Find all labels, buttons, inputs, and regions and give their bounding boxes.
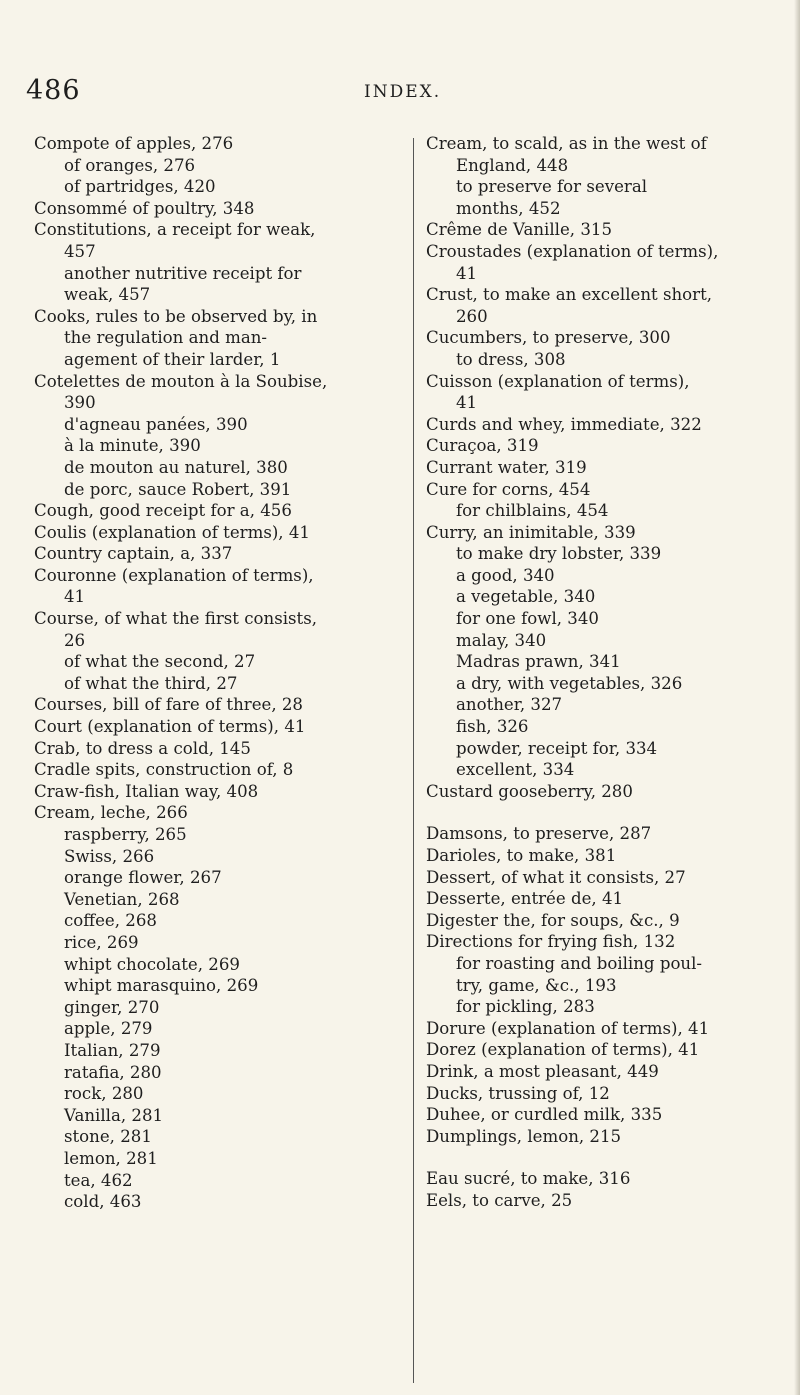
index-entry: Cream, leche, 266 (34, 803, 188, 823)
index-entry: ratafia, 280 (64, 1062, 162, 1082)
index-entry: Italian, 279 (64, 1040, 161, 1060)
index-entry: malay, 340 (456, 630, 547, 650)
index-entry: 41 (64, 587, 86, 607)
index-entry: Darioles, to make, 381 (426, 846, 617, 865)
index-entry: fish, 326 (456, 717, 529, 737)
index-entry: d'agneau panées, 390 (64, 414, 248, 434)
index-entry: another nutritive receipt for (64, 263, 302, 283)
index-entry: for chilblains, 454 (456, 501, 609, 521)
index-entry: rock, 280 (64, 1084, 144, 1104)
index-entry: 41 (456, 263, 478, 283)
index-entry: à la minute, 390 (64, 436, 201, 456)
index-entry: 457 (64, 241, 96, 261)
index-entry: Croustades (explanation of terms), (426, 241, 719, 261)
index-entry: Craw-fish, Italian way, 408 (34, 781, 259, 801)
index-entry: of what the second, 27 (64, 652, 256, 672)
index-entry: cold, 463 (64, 1192, 142, 1212)
index-entry: of partridges, 420 (64, 177, 216, 197)
index-entry: Cuisson (explanation of terms), (426, 371, 690, 391)
index-entry: de mouton au naturel, 380 (64, 457, 288, 477)
index-entry: of oranges, 276 (64, 155, 196, 175)
page-header (0, 75, 800, 115)
column-divider (413, 138, 414, 1383)
index-entry: tea, 462 (64, 1170, 133, 1190)
index-entry: whipt chocolate, 269 (64, 954, 240, 974)
index-entry: powder, receipt for, 334 (456, 738, 658, 758)
index-entry: another, 327 (456, 695, 563, 715)
index-entry: 390 (64, 393, 96, 413)
index-entry: Coulis (explanation of terms), 41 (34, 522, 310, 542)
index-entry: Cure for corns, 454 (426, 479, 591, 499)
index-entry: Eau sucré, to make, 316 (426, 1169, 631, 1189)
index-entry: Duhee, or curdled milk, 335 (426, 1105, 663, 1125)
index-entry: Couronne (explanation of terms), (34, 565, 314, 585)
index-entry: raspberry, 265 (64, 825, 187, 844)
running-head: INDEX. (364, 82, 442, 102)
index-entry: Crême de Vanille, 315 (426, 220, 612, 240)
index-entry: 26 (64, 630, 86, 650)
index-entry: to make dry lobster, 339 (456, 544, 662, 564)
index-entry: Cotelettes de mouton à la Soubise, (34, 371, 328, 391)
index-entry: of what the third, 27 (64, 673, 238, 693)
index-entry: Dorure (explanation of terms), 41 (426, 1018, 710, 1038)
index-entry: Swiss, 266 (64, 846, 155, 866)
index-entry: de porc, sauce Robert, 391 (64, 479, 292, 499)
index-entry: Directions for frying fish, 132 (426, 932, 676, 952)
index-entry: weak, 457 (64, 285, 151, 305)
index-entry: Ducks, trussing of, 12 (426, 1083, 610, 1103)
index-entry: Curry, an inimitable, 339 (426, 522, 636, 542)
index-entry: Cucumbers, to preserve, 300 (426, 328, 671, 348)
index-entry: Cradle spits, construction of, 8 (34, 760, 294, 780)
index-entry: Madras prawn, 341 (456, 652, 621, 672)
index-entry: ginger, 270 (64, 997, 160, 1017)
index-entry: Cream, to scald, as in the west of (426, 134, 707, 153)
index-entry: Venetian, 268 (64, 889, 180, 909)
index-entry: Dorez (explanation of terms), 41 (426, 1040, 700, 1060)
index-entry: for pickling, 283 (456, 997, 595, 1017)
index-entry: lemon, 281 (64, 1148, 158, 1168)
index-entry: Cough, good receipt for a, 456 (34, 501, 292, 521)
index-entry: whipt marasquino, 269 (64, 976, 259, 996)
index-entry: 260 (456, 306, 488, 326)
index-entry: Crust, to make an excellent short, (426, 285, 713, 305)
index-entry: Damsons, to preserve, 287 (426, 824, 652, 844)
index-entry: Compote of apples, 276 (34, 134, 234, 153)
index-entry: Drink, a most pleasant, 449 (426, 1061, 659, 1081)
index-entry: Desserte, entrée de, 41 (426, 889, 624, 909)
index-entry: Course, of what the first consists, (34, 609, 318, 629)
page-edge-shadow (794, 0, 800, 1395)
index-entry: excellent, 334 (456, 760, 575, 780)
index-entry: Dessert, of what it consists, 27 (426, 867, 686, 887)
index-entry: Curaçoa, 319 (426, 436, 539, 456)
section-gap (426, 802, 776, 823)
index-entry: orange flower, 267 (64, 868, 222, 888)
index-entry: 41 (456, 393, 478, 413)
index-entry: a good, 340 (456, 565, 555, 585)
index-entry: stone, 281 (64, 1127, 152, 1147)
index-entry: Cooks, rules to be observed by, in (34, 306, 318, 326)
index-entry: agement of their larder, 1 (64, 349, 281, 369)
index-entry: for one fowl, 340 (456, 609, 599, 629)
index-entry: Crab, to dress a cold, 145 (34, 738, 251, 758)
section-gap (426, 1147, 776, 1168)
index-entry: Curds and whey, immediate, 322 (426, 414, 702, 434)
index-entry: coffee, 268 (64, 911, 157, 931)
index-entry: Eels, to carve, 25 (426, 1190, 573, 1210)
index-entry: Currant water, 319 (426, 457, 587, 477)
index-entry: Country captain, a, 337 (34, 544, 233, 564)
index-entry: try, game, &c., 193 (456, 975, 617, 995)
page-number: 486 (26, 75, 81, 106)
index-entry: the regulation and man- (64, 328, 268, 348)
index-entry: apple, 279 (64, 1019, 153, 1039)
index-entry: Vanilla, 281 (64, 1105, 164, 1125)
index-entry: to dress, 308 (456, 349, 566, 369)
index-column-left (34, 133, 404, 1213)
index-entry: for roasting and boiling poul- (456, 953, 703, 973)
index-entry: Digester the, for soups, &c., 9 (426, 910, 680, 930)
index-entry: Courses, bill of fare of three, 28 (34, 695, 303, 715)
index-entry: Constitutions, a receipt for weak, (34, 220, 316, 240)
index-entry: a vegetable, 340 (456, 587, 596, 607)
index-entry: months, 452 (456, 198, 561, 218)
index-entry: Custard gooseberry, 280 (426, 781, 633, 801)
index-column-right (426, 133, 776, 1212)
index-entry: rice, 269 (64, 932, 139, 952)
index-entry: a dry, with vegetables, 326 (456, 673, 683, 693)
index-entry: to preserve for several (456, 177, 648, 197)
index-entry: England, 448 (456, 155, 569, 175)
index-entry: Court (explanation of terms), 41 (34, 717, 306, 737)
index-entry: Dumplings, lemon, 215 (426, 1126, 622, 1146)
index-entry: Consommé of poultry, 348 (34, 198, 255, 218)
